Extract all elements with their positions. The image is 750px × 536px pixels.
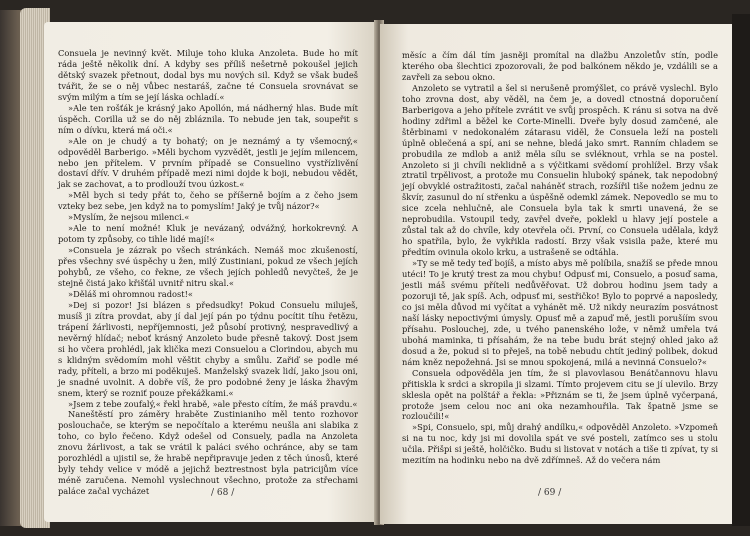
- paragraph: Consuela odpověděla jen tím, že si plavovlasou Benátčannovu hlavu přitiskla k srdci a skropila ji slzami. Tímto projevem citu se jí ulevilo. Brzy sklesla opět na polštář a řekla: »Přiznám se ti, že jsem úplně vyčerpaná, protože jsem celou noc ani oka nezamhouřila. Tak špatně jsme se rozloučili!«: [402, 367, 718, 422]
- paragraph: »Měl bych si tedy přát to, čeho se příšerně bojím a z čeho jsem vzteky bez sebe, jen když na to pomyslím! Jaký je tvůj názor?«: [58, 190, 358, 212]
- paragraph: Anzoleto se vytratil a šel si nerušeně promýšlet, co právě vyslechl. Bylo toho zrovna dost, aby věděl, na čem je, a dovedl ctnostná doporučení Barberigova a jeho přítele zvrátit ve svůj prospěch. K ránu si sotva na dvě hodiny zdřiml a běžel ke Corte-Minelli. Dveře byly dosud zamčené, ale štěrbinami v nedokonalém zátarasu viděl, že Consuela leží na posteli úplně oblečená a spí, ani se nehne, bledá jako smrt. Ranním chladem se probudila ze mdlob a aniž měla sílu se svléknout, vrhla se na postel. Anzoleto si ji chvíli neklidně a s výčitkami svědomí prohlížel. Brzy však ztratil trpělivost, a protože mu Consuelin hluboký spánek, tak nepodobný její obvyklé ostražitosti, začal naháněť strach, rozšířil tiše nožem jednu ze škvír, zasunul do ní střenku a úspěšně odemkl zámek. Nepovedlo se mu to sice zcela nehlučně, ale Consuela byla tak k smrti unavená, že se neprobudila. Vstoupil tedy, zavřel dveře, poklekl u hlavy její postele a zůstal tak až do chvíle, kdy otevřela oči. První, co Consuela udělala, když ho spatřila, bylo, že vykřikla radostí. Brzy však vsisila paže, které mu předtím ovinula okolo krku, a ustrašeně se odtáhla.: [402, 82, 718, 258]
- page-number: / 68 /: [211, 488, 235, 498]
- paragraph: »Dej si pozor! Jsi blázen s předsudky! Pokud Consuelu miluješ, musíš ji zítra provdat, aby jí dal její pán po týdnu pocítit tíhu řetězu, trápení žárlivosti, nepříjemnosti, jež působí protivný, nespravedlivý a nevěrný hlídač; neboť krásný Anzoleto bude přesně takový. Dost jsem si ho včera prohlédl, jak klička mezi Consuelou a Clorindou, abych mu s klidným svědomím mohl věštit chyby a smůlu. Zařiď se podle mé rady, příteli, a brzo mi poděkuješ. Manželský svazek lidí, jako jsou oni, je snadné uvolnit. A dobře víš, že pro podobné ženy je láska žhavým snem, který se rozniť pouze překážkami.«: [58, 299, 358, 398]
- right-page: [380, 24, 732, 524]
- book-cover-right: [732, 14, 750, 526]
- paragraph: »Myslím, že nejsou milenci.«: [68, 212, 190, 223]
- left-page-text: [58, 48, 358, 497]
- page-number: / 69 /: [538, 488, 562, 498]
- paragraph: měsíc a čím dál tím jasněji promítal na dlažbu Anzoletův stín, podle kterého oba šlechtici zpozorovali, že pod balkónem někdo je, vzdálili se a zavřeli za sebou okno.: [402, 50, 718, 82]
- paragraph: »Jsem z tebe zoufalý,« řekl hrabě, »ale přesto cítím, že máš pravdu.«: [68, 398, 358, 409]
- paragraph: Naneštěstí pro záměry hraběte Zustinianiho měl tento rozhovor poslouchače, se kterým se nepočítalo a kterému neušla ani slabika z toho, co bylo řečeno. Když odešel od Consuely, padla na Anzoleta znovu žárlivost, a tak se vrátil k paláci svého ochránce, aby se tam porozhlédl a ujistil se, že hrabě nepřipravuje jeden z těch únosů, které byly tehdy velice v módě a jejichž beztrestnost byla patricijům více méně zaručena. Nemohl vyslechnout všechno, protože za střechami paláce začal vycházet: [58, 409, 358, 497]
- paragraph: »Ale ten rošťák je krásný jako Apollón, má nádherný hlas. Bude mít úspěch. Corilla už se do něj zbláznila. To nebude jen tak, soupeřit s ním o dívku, která má oči.«: [58, 102, 358, 135]
- right-page-text: [402, 50, 718, 466]
- paragraph: »Ale to není možné! Kluk je nevázaný, odvážný, horkokrevný. A potom ty způsoby, co tihle lidé mají!«: [58, 223, 358, 245]
- paragraph: Consuela je nevinný květ. Miluje toho kluka Anzoleta. Bude ho mít ráda ještě několik dní. A kdyby ses příliš nešetrně pokoušel jejich dětský svazek přetnout, dodal bys mu nových sil. Když se však budeš tvářit, že se o něj vůbec nestaráš, začne té Consuela srovnávat se svým milým a tím se její láska ochladí.«: [58, 48, 358, 102]
- paragraph: »Ty se mě tedy teď bojíš, a místo abys mě políbila, snažíš se přede mnou utéci! To je krutý trest za mou chybu! Odpusť mi, Consuelo, a posuď sama, jestli máš svému příteli nedůvěřovat. Už dobrou hodinu jsem tady a pozoruji tě, jak spíš. Ach, odpusť mi, sestřičko! Bylo to poprvé a naposledy, co jsi měla důvod mi vyčítat a vyhánět mě. Už nikdy neurazím posvátnost naší lásky nepoctivými úmysly. Opusť mě a zapuď mě, jestli porušíím svou přísahu. Poslouchej, zde, u tvého panenského lože, v němž umřela tvá ubohá maminka, ti přísahám, že na tebe budu brát stejný ohled jako až dosud a že, pokud si to přeješ, na tobě nebudu chtít jediný polibek, dokud nám kněz nepožehná. Jsi se mnou spokojená, milá a nevinná Consuelo?«: [402, 258, 718, 367]
- paragraph: »Děláš mi ohromnou radost!«: [68, 288, 194, 299]
- paragraph: »Spi, Consuelo, spi, můj drahý andílku,« odpověděl Anzoleto. »Vzpomeň si na tu noc, kdy jsi mi dovolila spát ve své posteli, zatímco ses u stolu učila. Přišpi si ještě, holčičko. Budu si listovat v notách a tiše ti zpívat, ty si mezitím na hodinku nebo na dvě zdřímneš. Až do večera nám: [402, 422, 718, 466]
- left-page: [44, 22, 378, 522]
- paragraph: »Ale on je chudý a ty bohatý; on je neznámý a ty všemocný,« odpověděl Barberigo. »Měli bychom vyzvědět, jestli je jejím milencem, nebo jen přítelem. V prvním případě se Consuelino vystřízlivění dostaví dřív. V druhém případě mezi nimi dojde k boji, nebudou vědět, jak se zachovat, a to prodlouží tvou úzkost.«: [58, 135, 358, 190]
- paragraph: »Consuela je zázrak po všech stránkách. Nemáš moc zkušeností, přes všechny své úspěchy u žen, milý Zustiniani, pokud ze všech jejích pohybů, ze všeho, co řekne, ze všech jejích pohledů nevyčteš, že je stejně čistá jako křišťál uvnitř nitru skal.«: [58, 245, 358, 289]
